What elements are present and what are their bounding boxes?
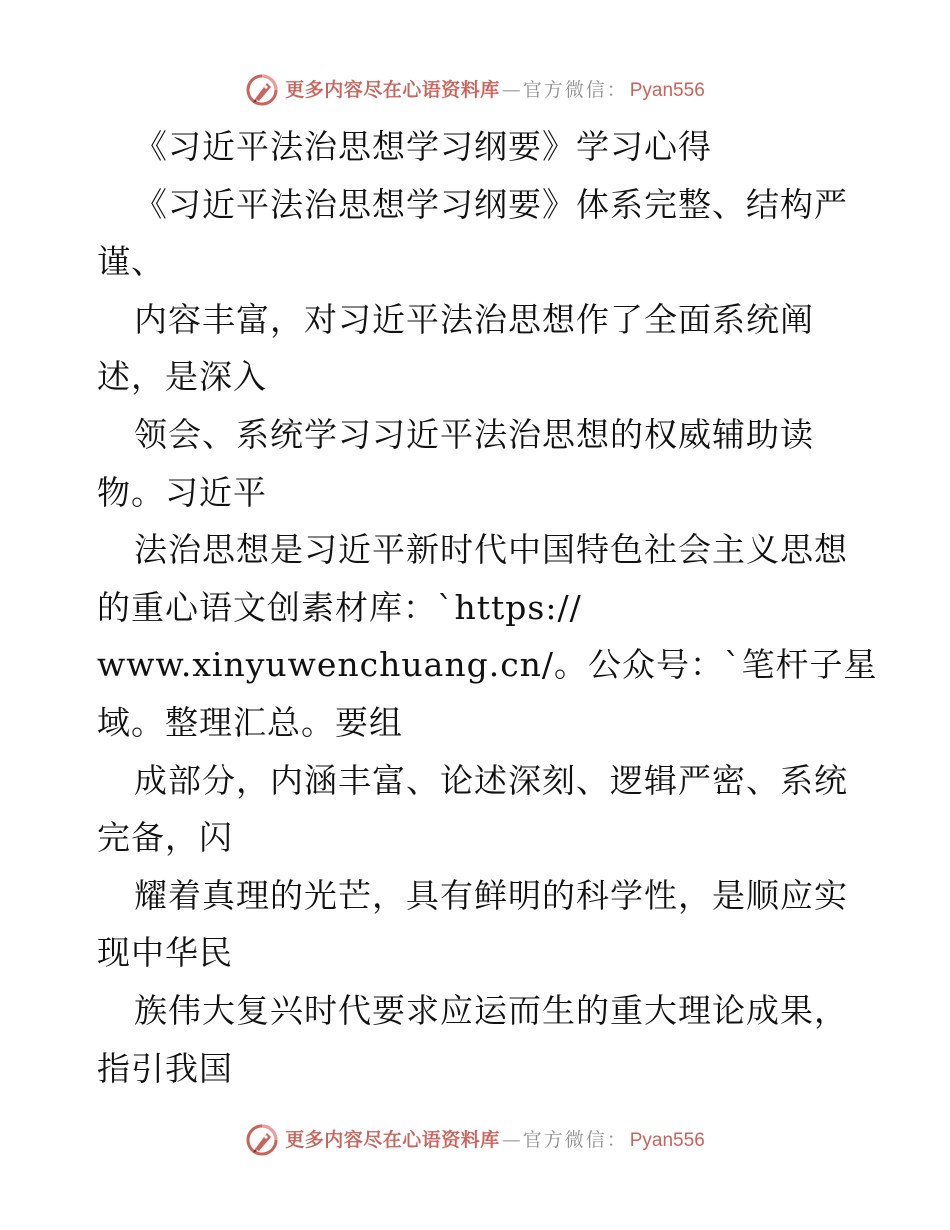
paragraph-line: 领会、系统学习习近平法治思想的权威辅助读	[134, 414, 814, 454]
paragraph-line: 内容丰富，对习近平法治思想作了全面系统阐	[134, 299, 814, 339]
document-title: 《习近平法治思想学习纲要》学习心得	[134, 127, 712, 166]
watermark-text	[285, 1128, 705, 1151]
paragraph-line: 耀着真理的光芒，具有鲜明的科学性，是顺应实	[134, 875, 848, 915]
watermark-dash: —	[501, 1128, 521, 1151]
footer-watermark	[0, 1120, 950, 1160]
paragraph-line: 的重心语文创素材库：`https://	[97, 587, 582, 627]
paragraph-line: 《习近平法治思想学习纲要》体系完整、结构严	[134, 184, 848, 224]
fountain-pen-logo-icon	[245, 1123, 279, 1157]
watermark-official-wechat-label: 官方微信：	[522, 1128, 628, 1151]
paragraph-line: 法治思想是习近平新时代中国特色社会主义思想	[134, 530, 848, 570]
document-body	[97, 118, 878, 1097]
paragraph-line: 物。习近平	[97, 472, 267, 512]
paragraph-line: 谨、	[97, 242, 165, 282]
watermark-official-wechat-label: 官方微信：	[522, 78, 628, 101]
paragraph-line: 族伟大复兴时代要求应运而生的重大理论成果，	[134, 990, 848, 1030]
paragraph-line: 成部分，内涵丰富、论述深刻、逻辑严密、系统	[134, 760, 848, 800]
paragraph-line: www.xinyuwenchuang.cn/。公众号：`笔杆子星	[97, 645, 878, 685]
watermark-text	[285, 78, 705, 101]
header-watermark	[0, 70, 950, 110]
watermark-brand: 更多内容尽在心语资料库	[285, 1128, 500, 1151]
paragraph-line: 现中华民	[97, 933, 233, 973]
paragraph-line: 述，是深入	[97, 357, 267, 397]
paragraph-line: 指引我国	[97, 1048, 233, 1088]
fountain-pen-logo-icon	[245, 73, 279, 107]
watermark-dash: —	[501, 78, 521, 101]
watermark-brand: 更多内容尽在心语资料库	[285, 78, 500, 101]
watermark-wechat-id: Pyan556	[629, 1129, 705, 1151]
watermark-wechat-id: Pyan556	[629, 79, 705, 101]
paragraph-line: 域。整理汇总。要组	[97, 702, 403, 742]
paragraph-line: 完备，闪	[97, 818, 233, 858]
